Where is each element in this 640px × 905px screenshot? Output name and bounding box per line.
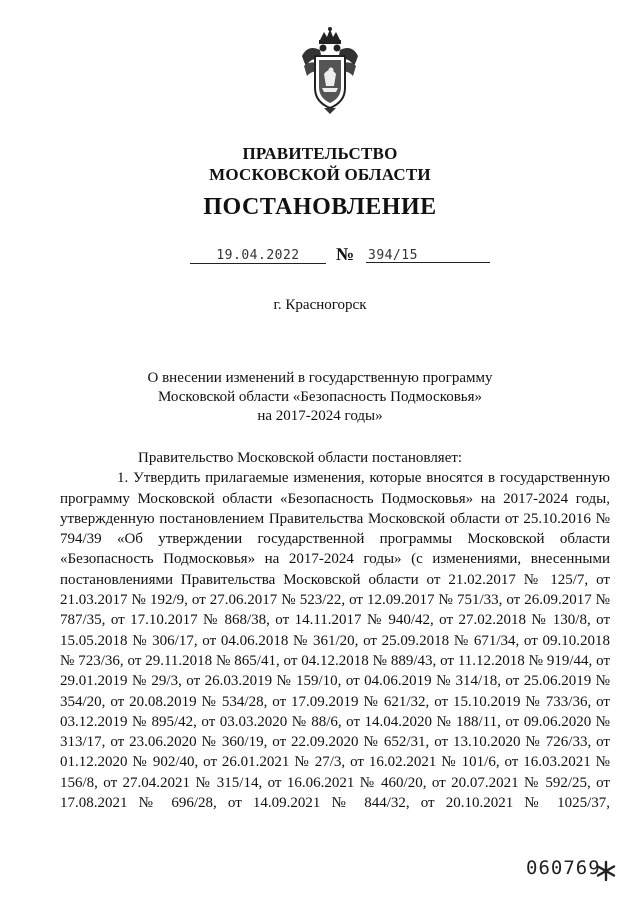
city: г. Красногорск — [273, 297, 367, 313]
asterisk-icon — [595, 860, 617, 882]
number-sign: № — [336, 244, 355, 264]
item-1-paragraph: 1. Утвердить прилагаемые изменения, которые вносятся в государственную программу Московской области «Безопасность Подмосковья» на 2017-2024 годы, утвержденную постановлением Правительства Московской области от 25.10.2016 № 794/39 «Об утверждении государственной программы Московской области «Безопасность Подмосковья» на 2017-2024 годы» (с изменениями, внесенными постановлениями Правительства Московской области от 21.02.2017 № 125/7, от 21.03.2017 № 192/9, от 27.06.2017 № 523/22, от 12.09.2017 № 751/33, от 26.09.2017 № 787/35, от 17.10.2017 № 868/38, от 14.11.2017 № 940/42, от 27.02.2018 № 130/8, от 15.05.2018 № 306/17, от 04.06.2018 № 361/20, от 25.09.2018 № 671/34, от 09.10.2018 № 723/36, от 29.11.2018 № 865/41, от 04.12.2018 № 889/43, от 11.12.2018 № 919/44, от 29.01.2019 № 29/3, от 26.03.2019 № 159/10, от 04.06.2019 № 314/18, от 25.06.2019 № 354/20, от 20.08.2019 № 534/28, от 17.09.2019 № 621/32, от 15.10.2019 № 733/36, от 03.12.2019 № 895/42, от 03.03.2020 № 88/6, от 14.04.2020 № 188/11, от 09.06.2020 № 313/17, от 23.06.2020 № 360/19, от 22.09.2020 № 652/31, от 13.10.2020 № 726/33, от 01.12.2020 № 902/40, от 26.01.2021 № 27/3, от 16.02.2021 № 101/6, от 16.03.2021 № 156/8, от 27.04.2021 № 315/14, от 16.06.2021 № 460/20, от 20.07.2021 № 592/25, от 17.08.2021 № 696/28, от 14.09.2021 № 844/32, от 20.10.2021 № 1025/37, — [60, 470, 610, 812]
document-type: ПОСТАНОВЛЕНИЕ — [203, 194, 437, 220]
intro-paragraph: Правительство Московской области постановляет: — [138, 450, 463, 466]
org-name-line1: ПРАВИТЕЛЬСТВО — [242, 144, 398, 163]
subject-line: О внесении изменений в государственную программу — [147, 370, 493, 386]
serial-number: 060769 — [526, 857, 601, 879]
document-subject — [0, 369, 640, 426]
document-date: 19.04.2022 — [190, 249, 326, 264]
document-number: 394/15 — [366, 249, 490, 263]
coat-of-arms-icon — [298, 26, 362, 116]
org-name-line2: МОСКОВСКОЙ ОБЛАСТИ — [209, 165, 431, 184]
subject-line: Московской области «Безопасность Подмосковья» — [157, 389, 483, 405]
subject-line: на 2017-2024 годы» — [257, 408, 383, 424]
document-body — [60, 448, 610, 813]
